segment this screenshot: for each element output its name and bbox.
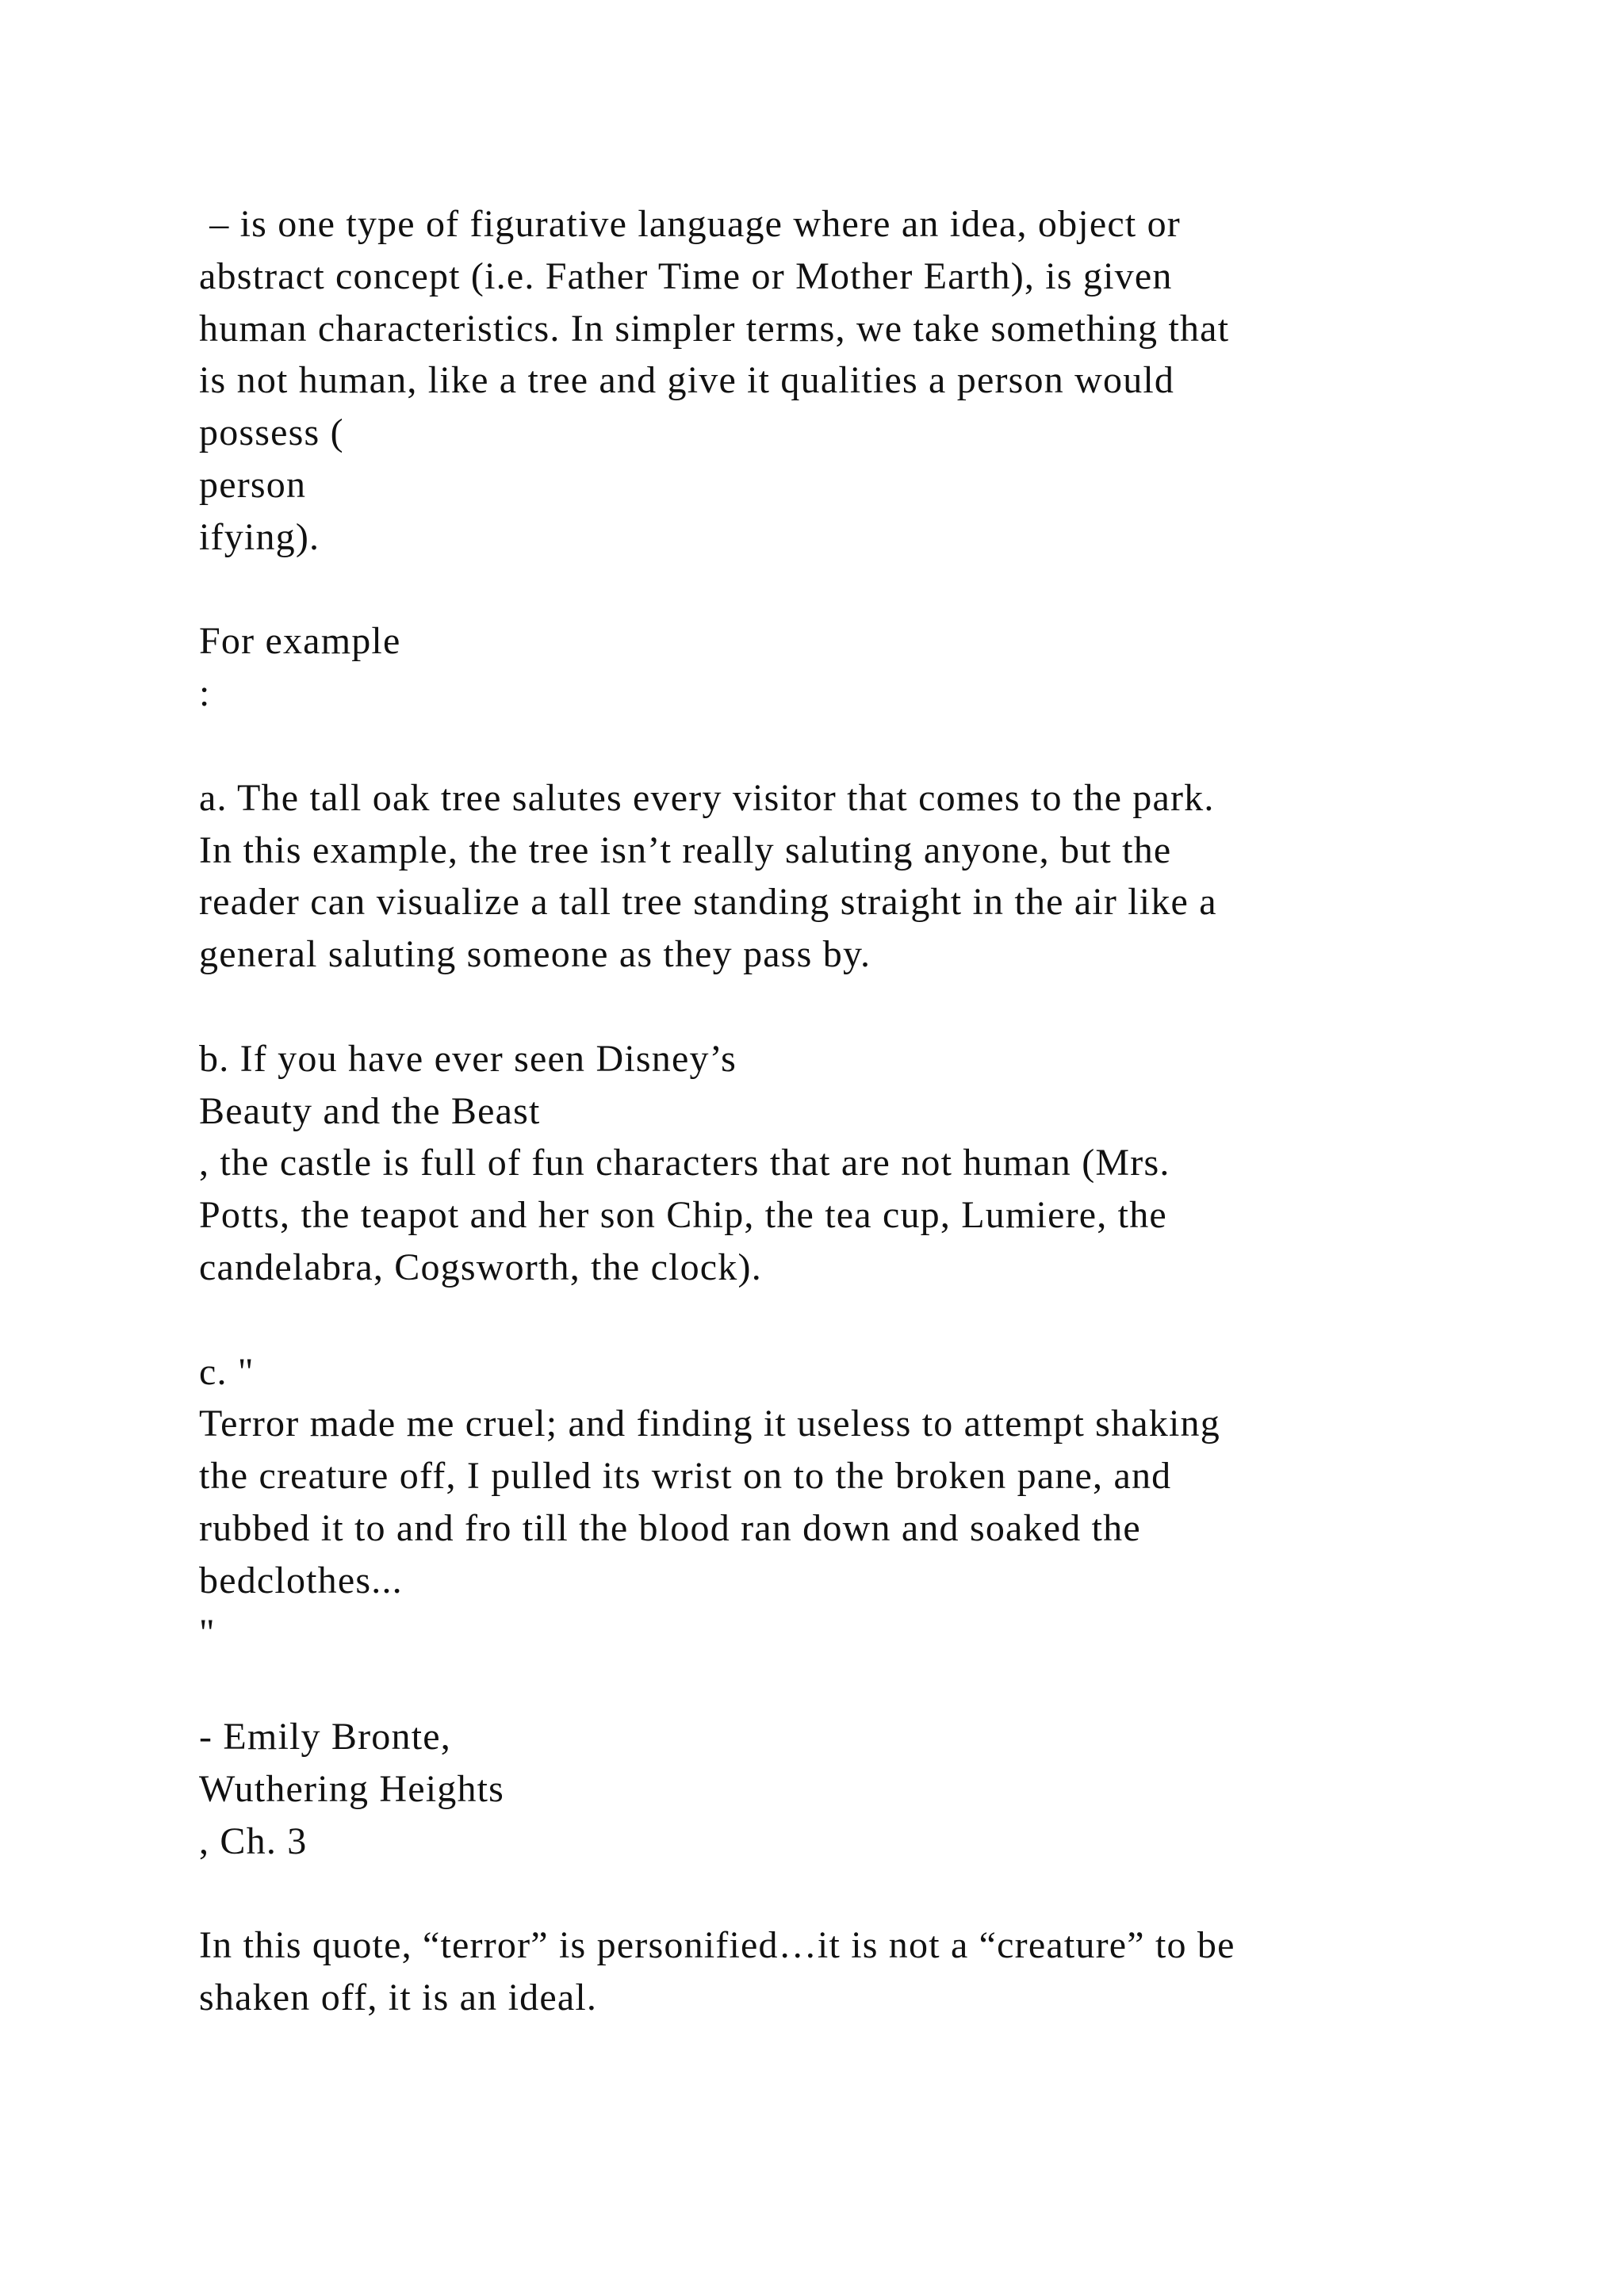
text-line	[199, 1659, 1547, 1711]
text-line	[199, 981, 1547, 1033]
text-line	[199, 1868, 1547, 1920]
text-line: b. If you have ever seen Disney’s	[199, 1037, 737, 1080]
text-line: possess (	[199, 411, 344, 454]
text-line: Beauty and the Beast	[199, 1089, 541, 1132]
text-line: Potts, the teapot and her son Chip, the tea cup, Lumiere, the	[199, 1194, 1167, 1237]
text-line: general saluting someone as they pass by.	[199, 933, 871, 976]
text-line: reader can visualize a tall tree standing straight in the air like a	[199, 881, 1217, 924]
text-line: person	[199, 463, 307, 506]
text-line: is not human, like a tree and give it qualities a person would	[199, 359, 1175, 402]
text-line: For example	[199, 620, 401, 663]
text-line: bedclothes...	[199, 1559, 403, 1601]
text-line: the creature off, I pulled its wrist on to the broken pane, and	[199, 1455, 1172, 1498]
text-line	[199, 720, 1547, 772]
text-line: Wuthering Heights	[199, 1767, 505, 1810]
text-line: "	[199, 1611, 216, 1654]
text-line: rubbed it to and fro till the blood ran down and soaked the	[199, 1506, 1141, 1549]
text-line: abstract concept (i.e. Father Time or Mother Earth), is given	[199, 254, 1173, 297]
text-line: - Emily Bronte,	[199, 1716, 451, 1758]
text-line: Terror made me cruel; and finding it useless to attempt shaking	[199, 1402, 1220, 1445]
text-line	[199, 564, 1547, 616]
text-line: , Ch. 3	[199, 1820, 308, 1862]
text-line: – is one type of figurative language where an idea, object or	[199, 203, 1181, 245]
document-body	[199, 198, 1547, 2024]
text-line: ifying).	[199, 515, 320, 558]
text-line	[199, 1294, 1547, 1346]
text-line: In this quote, “terror” is personified…it is not a “creature” to be	[199, 1924, 1235, 1967]
text-line: c. "	[199, 1350, 255, 1393]
text-line: human characteristics. In simpler terms, we take something that	[199, 307, 1230, 350]
text-line: a. The tall oak tree salutes every visitor that comes to the park.	[199, 776, 1215, 819]
text-line: candelabra, Cogsworth, the clock).	[199, 1246, 762, 1288]
text-line: :	[199, 672, 211, 715]
text-line: , the castle is full of fun characters that are not human (Mrs.	[199, 1142, 1170, 1184]
text-line: shaken off, it is an ideal.	[199, 1976, 598, 2019]
text-line: In this example, the tree isn’t really saluting anyone, but the	[199, 828, 1172, 871]
